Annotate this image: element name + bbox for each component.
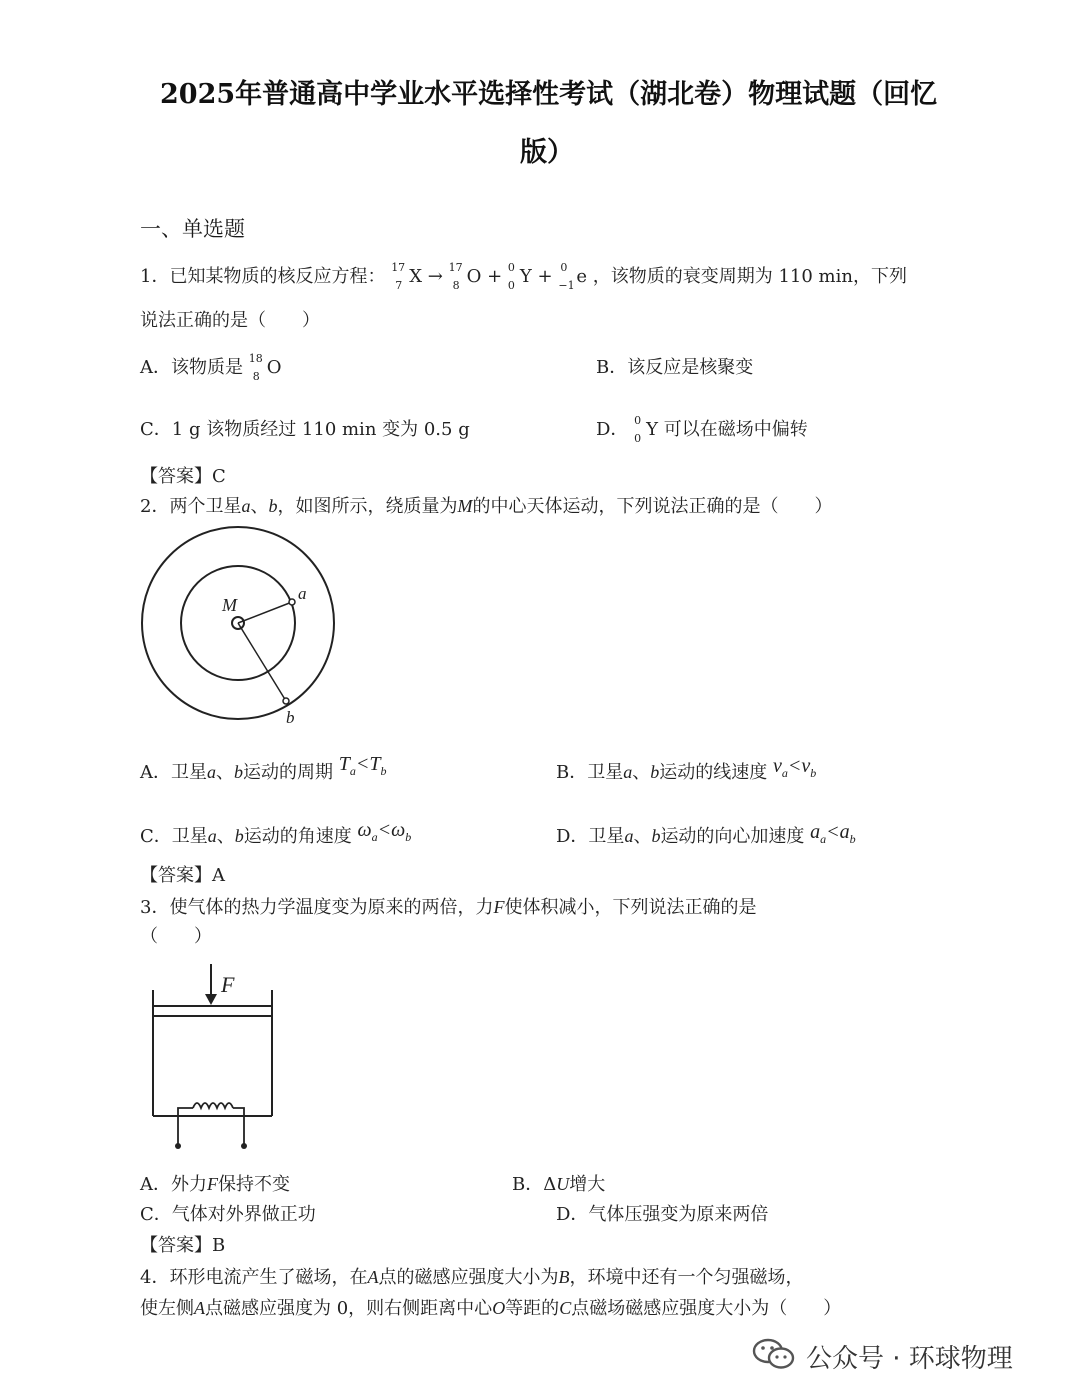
q3-heater-lead-right (233, 1108, 244, 1144)
q2-option-d[interactable] (556, 822, 856, 848)
q2-option-d-sep: 、 (633, 826, 652, 847)
q3-piston-diagram (148, 958, 283, 1153)
q2-label-a: a (298, 584, 307, 603)
q1-e-mass: 0 (560, 261, 568, 274)
q2-option-c-sub-b: b (405, 830, 412, 844)
q2-option-d-var-b: b (651, 826, 661, 846)
q2-option-b-sub-b: b (810, 766, 817, 780)
q2-option-b[interactable] (556, 755, 817, 784)
q3-force-arrowhead (205, 994, 217, 1005)
q2-option-c-var-a: a (207, 826, 217, 846)
q3-label-F: F (221, 972, 235, 997)
q2-stem-var-M: M (457, 496, 473, 516)
q1-option-d-nuclide (634, 414, 659, 445)
q3-stem-a: 3．使气体的热力学温度变为原来的两倍，力 (140, 897, 494, 918)
q2-option-d-lt: < (826, 821, 840, 843)
q1-e-charge: −1 (558, 279, 575, 292)
q1-O-mass: 17 (448, 261, 463, 274)
q2-radius-a (238, 602, 292, 623)
q1-option-b[interactable]: B．该反应是核聚变 (596, 357, 754, 378)
q1-nuclide-e (558, 261, 588, 292)
q2-option-b-sub-a: a (781, 766, 788, 780)
q4-line2-tail: 点磁场磁感应强度大小为（ ） (571, 1298, 842, 1319)
q2-stem-c: 的中心天体运动，下列说法正确的是（ ） (472, 496, 833, 517)
q2-option-d-pre: D．卫星 (556, 826, 625, 847)
q4-var-A: A (367, 1267, 379, 1287)
q1-option-a[interactable] (140, 352, 282, 383)
q2-option-b-sep: 、 (632, 762, 651, 783)
q1-nuclide-X (391, 261, 423, 292)
q4-var-O: O (492, 1298, 506, 1318)
q4-line1-tail: ，环境中还有一个匀强磁场， (569, 1267, 804, 1288)
q3-option-b-pre: B．Δ (512, 1174, 557, 1195)
q2-option-c-sep: 、 (216, 826, 235, 847)
q1-O-symbol: O (466, 266, 482, 287)
q3-terminal-right (241, 1143, 247, 1149)
q2-option-d-formula: $a_a<a_b$ (810, 821, 856, 846)
q3-heater-lead-left (178, 1108, 193, 1144)
q1-O-charge: 8 (452, 279, 460, 292)
q1-option-a-nuclide (248, 352, 282, 383)
q3-option-a[interactable] (140, 1170, 290, 1196)
q2-option-a-sub-b: b (380, 764, 387, 778)
q3-option-b[interactable] (512, 1170, 605, 1196)
q2-option-d-mid: 运动的向心加速度 (660, 826, 805, 847)
q2-option-c-lt: < (377, 819, 392, 841)
q3-option-b-var-U: U (556, 1174, 570, 1194)
q1-stem-line1 (140, 261, 907, 292)
q3-stem-tail: 使体积减小，下列说法正确的是 (504, 897, 757, 918)
q2-option-c-mid: 运动的角速度 (243, 826, 352, 847)
q1-option-d-label: D． (596, 419, 629, 440)
q2-option-d-var-a: a (624, 826, 634, 846)
q3-answer: 【答案】B (140, 1235, 226, 1256)
q2-stem-b: ，如图所示，绕质量为 (277, 496, 458, 517)
q2-stem (140, 492, 832, 518)
q2-option-b-var-b: b (650, 762, 660, 782)
section-heading: 一、单选题 (140, 217, 245, 241)
q3-option-c[interactable]: C．气体对外界做正功 (140, 1204, 316, 1225)
q1-Y-charge: 0 (507, 279, 515, 292)
q3-option-d[interactable]: D．气体压强变为原来两倍 (556, 1204, 769, 1225)
q2-option-b-lt: < (787, 755, 802, 777)
q2-option-b-pre: B．卫星 (556, 762, 624, 783)
q1-plus-2: + (537, 266, 553, 287)
q1-Y-symbol: Y (519, 266, 532, 287)
q3-paren: （ ） (140, 926, 212, 947)
q3-heater-coil (193, 1103, 233, 1108)
q2-option-c-formula: $\omega_a<\omega_b$ (357, 819, 412, 844)
q3-terminal-left (175, 1143, 181, 1149)
q2-label-b: b (286, 708, 295, 727)
q2-option-c-sub-a: a (371, 830, 378, 844)
q1-answer: 【答案】C (140, 466, 226, 487)
q4-stem-line2 (140, 1294, 841, 1320)
q1-nuclide-O (448, 261, 482, 292)
q2-stem-var-b: b (268, 496, 278, 516)
q2-orbit-diagram (138, 525, 348, 730)
q2-option-b-mid: 运动的线速度 (659, 762, 768, 783)
q1-nuclide-Y (507, 261, 532, 292)
q1-Y-mass: 0 (507, 261, 515, 274)
q3-option-a-var-F: F (207, 1174, 218, 1194)
q2-option-a-sep: 、 (216, 762, 234, 783)
q2-option-a-mid: 运动的周期 (243, 762, 333, 783)
q1-stem-tail: ，该物质的衰变周期为 110 min，下列 (592, 266, 907, 287)
q1-option-d-charge: 0 (634, 432, 642, 445)
q3-option-b-tail: 增大 (569, 1174, 606, 1195)
q2-option-c-var-b: b (234, 826, 244, 846)
q2-label-M: M (222, 595, 237, 615)
q2-option-a-T1: T (338, 753, 350, 775)
q2-option-a-lt: < (355, 753, 370, 775)
page-title-line1: 2025年普通高中学业水平选择性考试（湖北卷）物理试题（回忆 (160, 79, 938, 110)
q2-option-c[interactable] (140, 819, 412, 848)
q3-stem (140, 893, 756, 919)
q2-option-a-formula (338, 753, 387, 778)
q3-stem-var-F: F (493, 897, 505, 917)
q1-option-c[interactable]: C．1 g 该物质经过 110 min 变为 0.5 g (140, 419, 470, 440)
q1-stem-line2: 说法正确的是（ ） (140, 310, 320, 331)
q1-option-d-symbol: Y (646, 419, 659, 440)
q3-piston (153, 1006, 272, 1016)
q2-stem-a: 2．两个卫星 (140, 496, 242, 517)
q2-option-a-var-a: a (207, 762, 216, 782)
q1-option-a-charge: 8 (252, 370, 260, 383)
q2-answer: 【答案】A (140, 865, 225, 886)
page-title-line2: 版） (520, 137, 574, 168)
q4-line2-mid: 点磁感应强度为 0，则右侧距离中心 (205, 1298, 493, 1319)
q2-option-a-var-b: b (234, 762, 243, 782)
q1-option-d[interactable] (596, 414, 808, 445)
q1-option-a-mass: 18 (248, 352, 263, 365)
q2-option-a-pre: A．卫星 (140, 762, 207, 783)
q2-option-c-pre: C．卫星 (140, 826, 208, 847)
q3-option-a-pre: A．外力 (140, 1174, 207, 1195)
footer-watermark-label: 公众号 · 环球物理 (806, 1344, 1013, 1374)
q4-line2-var-A: A (194, 1298, 205, 1318)
q1-option-d-mass: 0 (634, 414, 642, 427)
q1-option-a-symbol: O (266, 357, 282, 378)
q4-line1-pre: 4．环形电流产生了磁场，在 (140, 1267, 368, 1288)
q1-intro: 1．已知某物质的核反应方程： (140, 266, 386, 287)
q1-e-symbol: e (576, 266, 588, 287)
q2-stem-var-a: a (241, 496, 251, 516)
wechat-icon (752, 1337, 796, 1371)
q2-satellite-b (283, 698, 289, 704)
q4-var-B: B (558, 1267, 570, 1287)
q2-option-d-sub-b: b (849, 832, 856, 846)
q4-var-C: C (559, 1298, 572, 1318)
q2-option-d-sub-a: a (820, 832, 827, 846)
q4-stem-line1 (140, 1263, 803, 1289)
q1-X-charge: 7 (395, 279, 403, 292)
q4-line2-mid2: 等距的 (505, 1298, 560, 1319)
q2-option-a[interactable] (140, 753, 387, 784)
q1-option-d-tail: 可以在磁场中偏转 (663, 419, 808, 440)
q2-option-a-T2: T (369, 753, 381, 775)
q2-option-b-var-a: a (623, 762, 633, 782)
q1-plus-1: + (487, 266, 503, 287)
q2-satellite-a (289, 599, 295, 605)
q2-option-a-sub-a: a (349, 764, 356, 778)
q2-option-b-formula: $v_a<v_b$ (772, 755, 817, 780)
q1-X-mass: 17 (391, 261, 406, 274)
q1-X-symbol: X (409, 266, 423, 287)
q1-arrow: → (427, 266, 443, 287)
q4-line1-mid: 点的磁感应强度大小为 (378, 1267, 559, 1288)
q2-stem-sep: 、 (250, 496, 269, 517)
q1-option-a-label: A．该物质是 (140, 357, 243, 378)
q4-line2-pre: 使左侧 (140, 1298, 194, 1319)
q3-option-a-tail: 保持不变 (218, 1174, 290, 1195)
